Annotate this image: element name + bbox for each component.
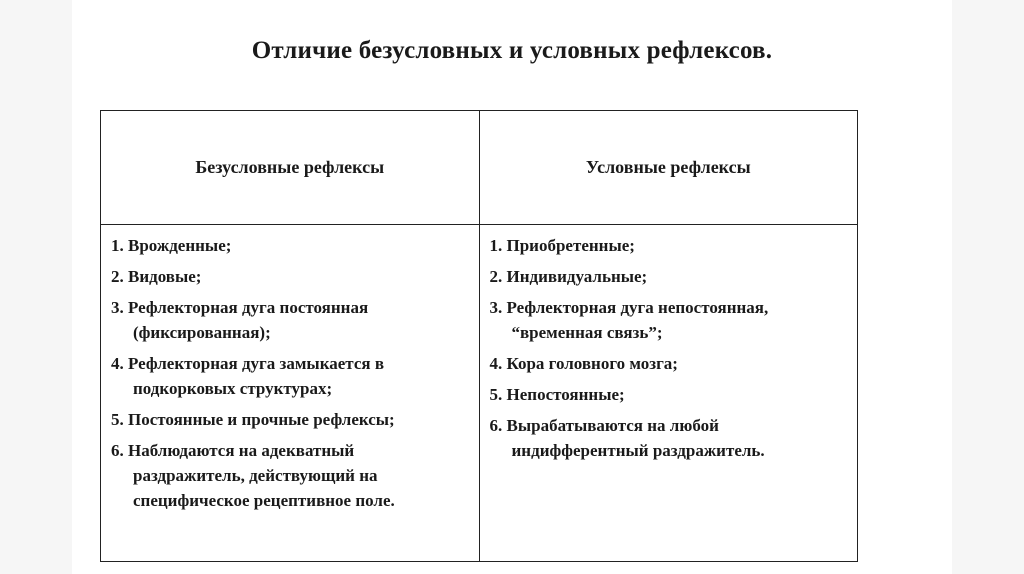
conditioned-cell bbox=[479, 225, 858, 562]
header-conditioned-reflexes: Условные рефлексы bbox=[479, 111, 858, 225]
slide-title: Отличие безусловных и условных рефлексов. bbox=[251, 37, 773, 64]
list-item: 6. Наблюдаются на адекватный раздражитель, действующий на специфическое рецептивное поле. bbox=[111, 441, 395, 510]
left-margin-bar bbox=[0, 0, 72, 574]
list-item: 3. Рефлекторная дуга постоянная (фиксированная); bbox=[111, 298, 369, 342]
list-item: 4. Кора головного мозга; bbox=[489, 354, 678, 373]
list-item: 1. Врожденные; bbox=[111, 236, 232, 255]
conditioned-list bbox=[490, 233, 848, 463]
unconditioned-cell bbox=[101, 225, 480, 562]
header-unconditioned-reflexes: Безусловные рефлексы bbox=[101, 111, 480, 225]
list-item: 3. Рефлекторная дуга непостоянная, “временная связь”; bbox=[489, 298, 769, 342]
table-body-row bbox=[101, 225, 858, 562]
list-item: 2. Индивидуальные; bbox=[489, 267, 648, 286]
list-item: 2. Видовые; bbox=[111, 267, 202, 286]
list-item: 5. Непостоянные; bbox=[489, 385, 625, 404]
unconditioned-list bbox=[111, 233, 469, 513]
list-item: 6. Вырабатываются на любой индифферентный раздражитель. bbox=[489, 416, 765, 460]
list-item: 5. Постоянные и прочные рефлексы; bbox=[111, 410, 395, 429]
list-item: 1. Приобретенные; bbox=[489, 236, 635, 255]
table-header-row bbox=[101, 111, 858, 225]
list-item: 4. Рефлекторная дуга замыкается в подкорковых структурах; bbox=[111, 354, 385, 398]
right-margin-bar bbox=[952, 0, 1024, 574]
comparison-table bbox=[100, 110, 858, 562]
